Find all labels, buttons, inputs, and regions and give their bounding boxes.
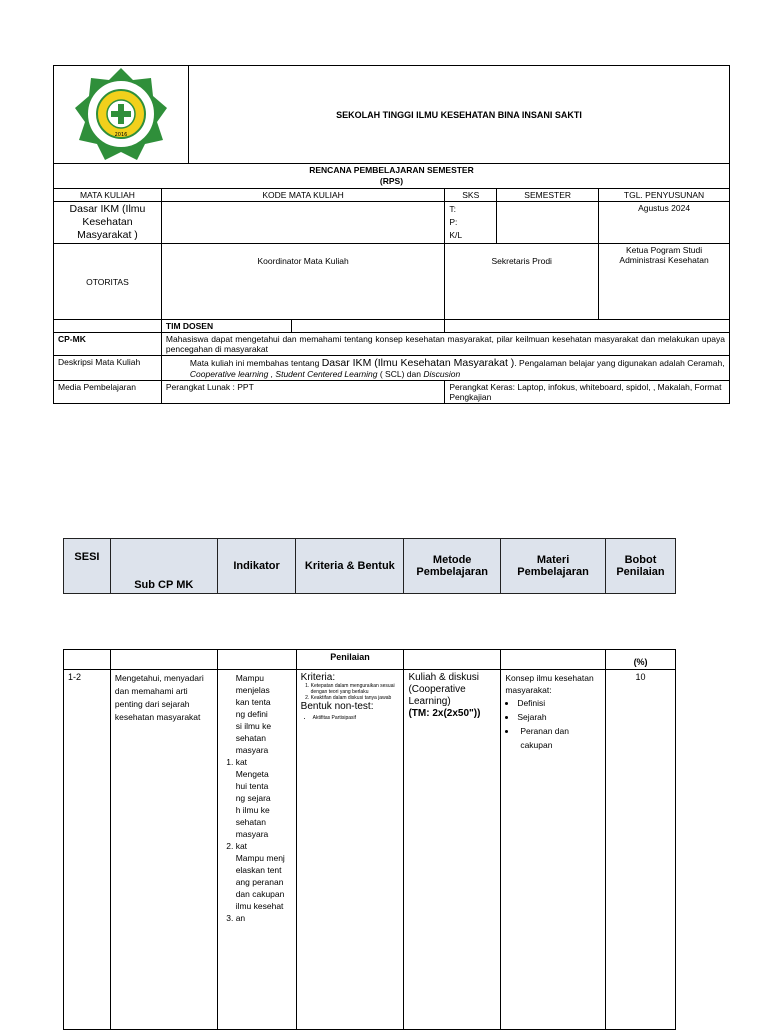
rps-title-line1: RENCANA PEMBELAJARAN SEMESTER [309, 165, 474, 175]
indikator-item: 2. Mengetahui tentang sejarah ilmu kesehatan masyarakat [236, 768, 292, 852]
institution-name: SEKOLAH TINGGI ILMU KESEHATAN BINA INSANI SAKTI [189, 66, 730, 164]
indikator-list [222, 672, 292, 924]
tim-dosen-filler [291, 320, 445, 333]
kriteria-label: Kriteria: [300, 672, 336, 683]
col-tgl: TGL. PENYUSUNAN [599, 189, 730, 202]
sks-values [445, 202, 497, 244]
tim-dosen-label: TIM DOSEN [161, 320, 291, 333]
col-sks: SKS [445, 189, 497, 202]
materi-item: • Sejarah [517, 710, 601, 724]
rps-table [53, 163, 730, 404]
row-kriteria [296, 670, 404, 1030]
media-lunak: Perangkat Lunak : PPT [161, 381, 444, 404]
blank-3 [217, 650, 296, 670]
kriteria-list [301, 683, 400, 701]
blank-6 [501, 650, 606, 670]
rps-title-line2: (RPS) [379, 176, 404, 186]
materi-list [505, 696, 601, 752]
col-metode: Metode Pembelajaran [404, 539, 501, 594]
ketua-label: Ketua Pogram Studi Administrasi Kesehatan [599, 244, 730, 320]
cpmk-label: CP-MK [54, 333, 162, 356]
col-sesi: SESI [64, 539, 111, 594]
tgl-value: Agustus 2024 [599, 202, 730, 244]
sekretaris-label: Sekretaris Prodi [445, 244, 599, 320]
svg-text:2016: 2016 [114, 132, 128, 138]
col-sub-cp: Sub CP MK [110, 539, 217, 594]
logo-emblem-icon [73, 66, 169, 162]
kriteria-item: 2. Keaktifan dalam diskusi tanya jawab [311, 695, 400, 701]
row-metode [404, 670, 501, 1030]
institution-logo [73, 66, 169, 162]
metode-tm: (TM: 2x(2x50")) [408, 708, 481, 719]
col-materi: Materi Pembelajaran [501, 539, 606, 594]
koordinator-label: Koordinator Mata Kuliah [161, 244, 444, 320]
course-code-value [161, 202, 444, 244]
metode-text: Kuliah & diskusi (Cooperative Learning) [408, 672, 480, 707]
tim-dosen-right [445, 320, 730, 333]
blank-1 [64, 650, 111, 670]
col-bobot: Bobot Penilaian [606, 539, 676, 594]
sks-t: T: [449, 204, 456, 214]
otoritas-label: OTORITAS [54, 244, 162, 320]
column-header-table [63, 538, 676, 594]
materi-item: • Peranan dan cakupan [517, 724, 601, 752]
media-label: Media Pembelajaran [54, 381, 162, 404]
row-materi [501, 670, 606, 1030]
deskripsi-label: Deskripsi Mata Kuliah [54, 356, 162, 381]
blank-5 [404, 650, 501, 670]
indikator-item: 3. Mampu menjelaskan tentang peranan dan cakupan ilmu kesehatan [236, 852, 292, 924]
sks-kl: K/L [449, 230, 463, 240]
semester-value [497, 202, 599, 244]
rps-title [54, 164, 730, 189]
media-keras: Perangkat Keras: Laptop, infokus, whiteboard, spidol, , Makalah, Format Pengkajian [445, 381, 730, 404]
col-kode: KODE MATA KULIAH [161, 189, 444, 202]
materi-title: Konsep ilmu kesehatan masyarakat: [505, 673, 594, 695]
materi-item: • Definisi [517, 696, 601, 710]
bentuk-list [301, 715, 400, 721]
tim-dosen-spacer [54, 320, 162, 333]
kriteria-item: 1. Ketepatan dalam menguraikan sesuai dengan teori yang berlaku [311, 683, 400, 695]
logo-cell [54, 66, 189, 164]
blank-2 [110, 650, 217, 670]
bentuk-label: Bentuk non-test: [300, 701, 374, 712]
col-indikator: Indikator [217, 539, 296, 594]
cpmk-text: Mahasiswa dapat mengetahui dan memahami tentang konsep kesehatan masyarakat, pilar keilmuan kesehatan masyarakat dan melakukan upaya pencegahan di masyarakat [161, 333, 729, 356]
row-bobot: 10 [606, 670, 676, 1030]
content-table [63, 649, 676, 1030]
penilaian-header: Penilaian [296, 650, 404, 670]
bentuk-item: • Aktifitas Partisipasif [313, 715, 400, 721]
col-mata-kuliah: MATA KULIAH [54, 189, 162, 202]
row-sub-cp: Mengetahui, menyadari dan memahami arti penting dari sejarah kesehatan masyarakat [110, 670, 217, 1030]
sks-p: P: [449, 217, 458, 227]
row-indikator [217, 670, 296, 1030]
col-semester: SEMESTER [497, 189, 599, 202]
indikator-item: 1. Mampu menjelaskan tentang definisi ilmu kesehatan masyarakat [236, 672, 292, 768]
course-name: Dasar IKM (Ilmu Kesehatan Masyarakat ) [54, 202, 162, 244]
header-table [53, 65, 730, 164]
percent-header: (%) [606, 650, 676, 670]
row-sesi: 1-2 [64, 670, 111, 1030]
deskripsi-text: Mata kuliah ini membahas tentang Dasar IKM (Ilmu Kesehatan Masyarakat ). Pengalaman belajar yang digunakan adalah Ceramah, Cooperative learning , Student Centered Learning ( SCL) dan Discusion [161, 356, 729, 381]
col-kriteria: Kriteria & Bentuk [296, 539, 404, 594]
